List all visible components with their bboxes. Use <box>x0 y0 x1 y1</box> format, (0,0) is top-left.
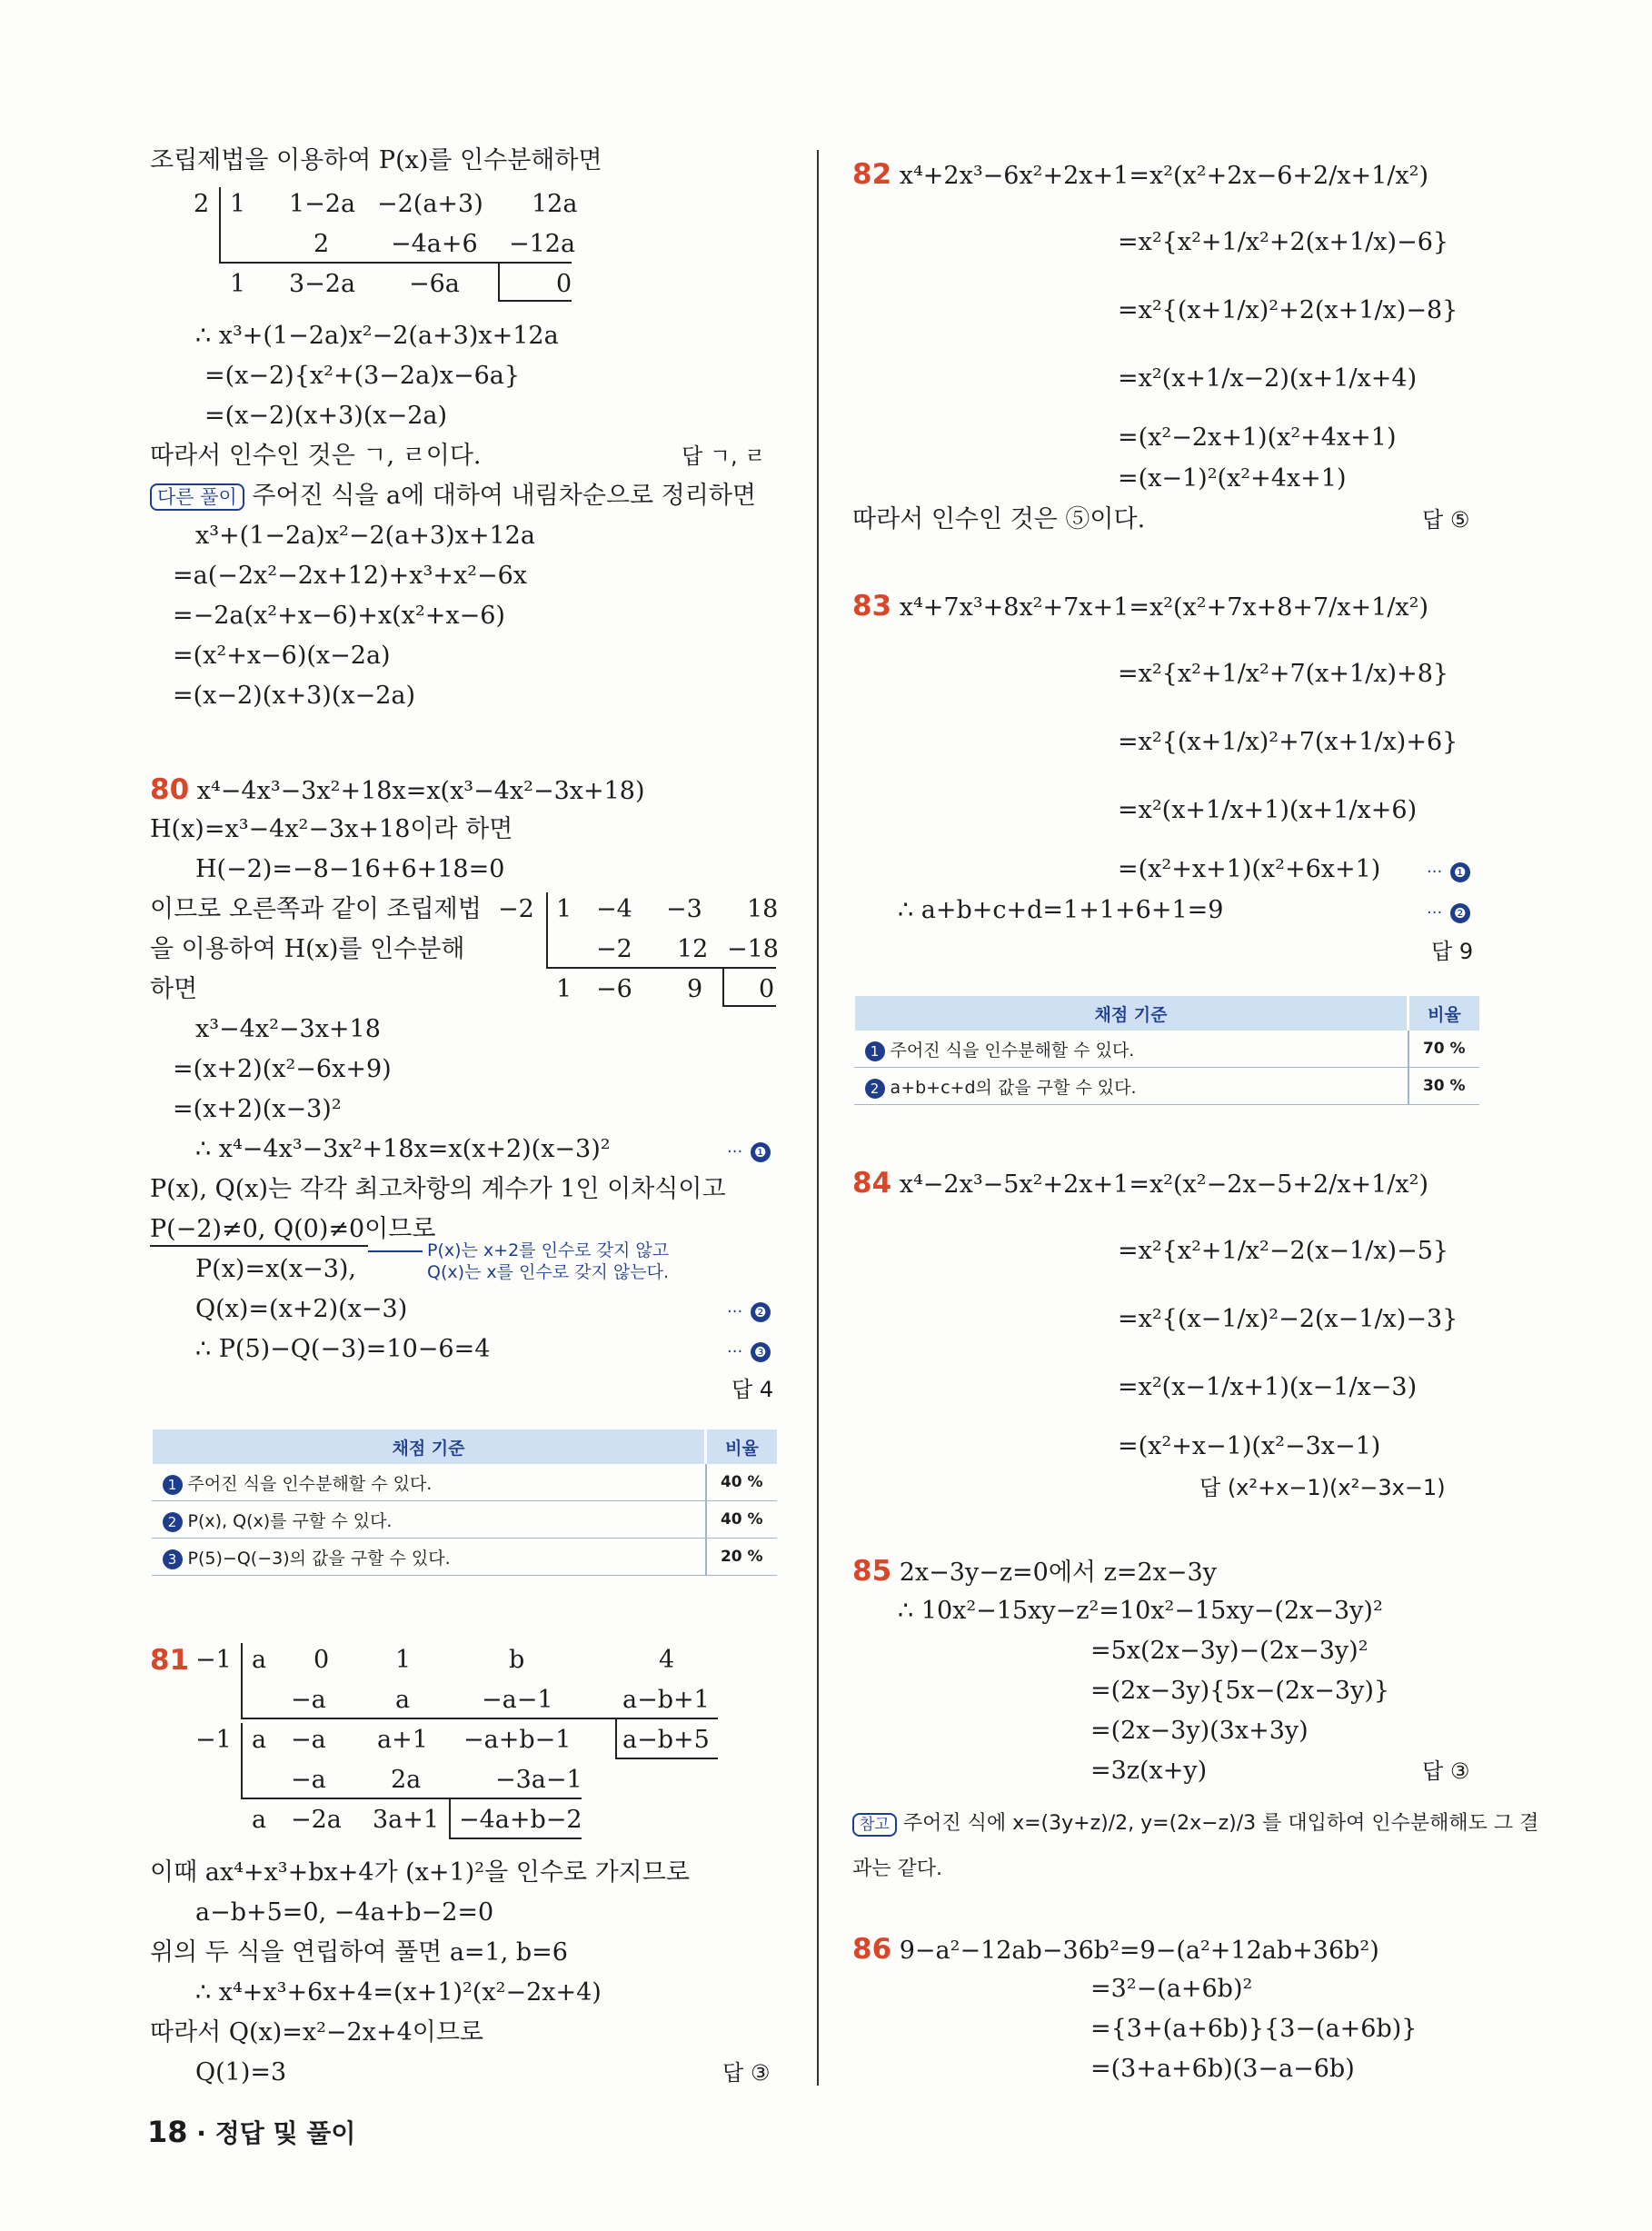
problem-84-header <box>852 1168 1428 1200</box>
text-line: 조립제법을 이용하여 P(x)를 인수분해하면 <box>150 146 602 174</box>
problem-86-header <box>852 1934 1379 1967</box>
math-line: =(x−2){x²+(3−2a)x−6a} <box>204 362 521 390</box>
answer-82: 답 ⑤ <box>1422 507 1470 533</box>
math-line: ∴ x³+(1−2a)x²−2(a+3)x+12a <box>195 322 559 350</box>
syn-cell: 12a <box>532 190 578 218</box>
reference-tag: 참고 <box>852 1813 897 1837</box>
math-line: ∴ x⁴+x³+6x+4=(x+1)²(x²−2x+4) <box>195 1978 602 2007</box>
syn-cell: −2(a+3) <box>377 190 483 218</box>
step-marker-3: ··· ❸ <box>727 1334 771 1368</box>
answer-83: 답 9 <box>1431 939 1474 964</box>
math-line: a−b+5=0, −4a+b−2=0 <box>195 1898 494 1927</box>
syn-cell: 1 <box>230 270 246 298</box>
math-line: =(x−1)²(x²+4x+1) <box>1118 464 1347 493</box>
math-line: =x²{(x+1/x)²+7(x+1/x)+6} <box>1118 728 1458 756</box>
math-line: =−2a(x²+x−6)+x(x²+x−6) <box>173 602 505 630</box>
math-line: H(x)=x³−4x²−3x+18이라 하면 <box>150 815 513 843</box>
syn-cell: −3 <box>666 895 702 923</box>
syn-cell: −6a <box>409 270 460 298</box>
problem-number: 80 <box>150 773 190 806</box>
step-marker-1: ··· ❶ <box>1427 854 1470 888</box>
alt-solution-line <box>150 481 756 512</box>
math-line: ∴ P(5)−Q(−3)=10−6=4 <box>195 1335 491 1363</box>
math-line: =x²(x+1/x+1)(x+1/x+6) <box>1118 796 1418 824</box>
math-line: =(3+a+6b)(3−a−6b) <box>1090 2055 1355 2083</box>
math-line: x³−4x²−3x+18 <box>195 1015 381 1043</box>
math: x⁴+7x³+8x²+7x+1=x²(x²+7x+8+7/x+1/x²) <box>899 593 1429 622</box>
syn-cell: 18 <box>747 895 779 923</box>
footer-label: · 정답 및 풀이 <box>196 2118 356 2148</box>
math-line: =(x−2)(x+3)(x−2a) <box>173 682 416 710</box>
grading-table-83: 채점 기준 비율 1 주어진 식을 인수분해할 수 있다. 70 % 2 a+b+c+d의 값을 구할 수 있다. 30 % <box>852 996 1479 1105</box>
math: 2x−3y−z=0에서 z=2x−3y <box>899 1559 1217 1587</box>
problem-number: 84 <box>852 1167 892 1200</box>
math-line: ∴ 10x²−15xy−z²=10x²−15xy−(2x−3y)² <box>898 1597 1383 1625</box>
math-line: =3²−(a+6b)² <box>1090 1975 1253 2003</box>
text-line: 과는 같다. <box>852 1858 942 1880</box>
problem-82-header <box>852 159 1428 192</box>
math-line: =(x+2)(x²−6x+9) <box>173 1055 392 1083</box>
page-footer <box>147 2114 355 2150</box>
answer-80: 답 4 <box>731 1377 774 1402</box>
math-line: =(x−2)(x+3)(x−2a) <box>204 402 448 430</box>
problem-number: 86 <box>852 1933 892 1966</box>
problem-number: 85 <box>852 1555 892 1588</box>
math: x⁴−4x³−3x²+18x=x(x³−4x²−3x+18) <box>196 777 645 805</box>
math-line: P(x)=x(x−3), <box>195 1255 356 1283</box>
step-marker-1: ··· ❶ <box>727 1134 771 1168</box>
syn-cell: 2 <box>313 230 330 258</box>
syn-cell: −4 <box>596 895 632 923</box>
math-line: x³+(1−2a)x²−2(a+3)x+12a <box>195 522 535 550</box>
problem-number: 82 <box>852 158 892 191</box>
math: x⁴−2x³−5x²+2x+1=x²(x²−2x−5+2/x+1/x²) <box>899 1170 1429 1199</box>
syn-cell: 1−2a <box>289 190 356 218</box>
answer-84: 답 (x²+x−1)(x²−3x−1) <box>1199 1475 1446 1500</box>
syn-cell: −2 <box>498 895 534 923</box>
reference-note <box>852 1808 1538 1839</box>
text-line: 위의 두 식을 연립하여 풀면 a=1, b=6 <box>150 1938 568 1967</box>
answer-79: 답 ㄱ, ㄹ <box>682 443 766 469</box>
syn-cell: −2 <box>596 935 632 963</box>
problem-83-header <box>852 591 1428 623</box>
answer-81: 답 ③ <box>722 2060 771 2086</box>
math-line: ∴ a+b+c+d=1+1+6+1=9 <box>898 896 1224 924</box>
math-line: =x²(x−1/x+1)(x−1/x−3) <box>1118 1373 1418 1401</box>
math-line: =(x²−2x+1)(x²+4x+1) <box>1118 423 1397 452</box>
syn-cell: 2 <box>194 190 210 218</box>
syn-cell: 3−2a <box>289 270 356 298</box>
text: 주어진 식을 a에 대하여 내림차순으로 정리하면 <box>252 482 756 510</box>
math: 9−a²−12ab−36b²=9−(a²+12ab+36b²) <box>899 1937 1379 1965</box>
side-note: P(x)는 x+2를 인수로 갖지 않고 <box>427 1240 670 1260</box>
syn-cell: 1 <box>556 975 572 1003</box>
syn-cell: 1 <box>556 895 572 923</box>
math-line: =x²{x²+1/x²−2(x−1/x)−5} <box>1118 1237 1449 1265</box>
math-line: =x²{(x−1/x)²−2(x−1/x)−3} <box>1118 1305 1458 1333</box>
side-note: Q(x)는 x를 인수로 갖지 않는다. <box>427 1262 670 1282</box>
math-line: =x²{x²+1/x²+2(x+1/x)−6} <box>1118 228 1449 256</box>
math-line: Q(x)=(x+2)(x−3) <box>195 1295 408 1323</box>
math-line: =x²(x+1/x−2)(x+1/x+4) <box>1118 364 1418 393</box>
math-line: =x²{(x+1/x)²+2(x+1/x)−8} <box>1118 296 1458 324</box>
text: 주어진 식에 x=(3y+z)/2, y=(2x−z)/3 를 대입하여 인수분해해도 그 결 <box>902 1812 1539 1835</box>
problem-80-header <box>150 774 645 807</box>
syn-cell: 12 <box>677 935 709 963</box>
math-line: ∴ x⁴−4x³−3x²+18x=x(x+2)(x−3)² <box>195 1135 611 1163</box>
text-line: P(x), Q(x)는 각각 최고차항의 계수가 1인 이차식이고 <box>150 1175 726 1203</box>
syn-cell: −12a <box>509 230 576 258</box>
syn-cell: −6 <box>596 975 632 1003</box>
math-line: H(−2)=−8−16+6+18=0 <box>195 855 505 883</box>
step-marker-2: ··· ❷ <box>1427 895 1470 929</box>
column-divider <box>817 150 819 2086</box>
text-line: 따라서 인수인 것은 ⑤이다. <box>852 505 1146 533</box>
problem-number: 83 <box>852 590 892 622</box>
math-line: =(2x−3y)(3x+3y) <box>1090 1717 1309 1745</box>
syn-cell: −4a+6 <box>391 230 478 258</box>
alt-solution-tag: 다른 풀이 <box>150 483 244 511</box>
problem-number: 81 <box>150 1644 190 1677</box>
text-line: 하면 <box>150 975 198 1003</box>
math-line: ={3+(a+6b)}{3−(a+6b)} <box>1090 2015 1418 2043</box>
math-line: Q(1)=3 <box>195 2058 287 2087</box>
syn-cell: −18 <box>727 935 779 963</box>
text-line: 따라서 인수인 것은 ㄱ, ㄹ이다. <box>150 442 482 470</box>
text-line: 이때 ax⁴+x³+bx+4가 (x+1)²을 인수로 가지므로 <box>150 1858 690 1887</box>
math-line: =a(−2x²−2x+12)+x³+x²−6x <box>173 562 528 590</box>
text-line: 따라서 Q(x)=x²−2x+4이므로 <box>150 2018 484 2047</box>
math-line: =(x²+x+1)(x²+6x+1) <box>1118 855 1381 883</box>
grading-table-80: 채점 기준 비율 1 주어진 식을 인수분해할 수 있다. 40 % 2 P(x), Q(x)를 구할 수 있다. 40 % 3 P(5)−Q(−3)의 값을 구할 수 있다. 20 % <box>150 1429 777 1576</box>
math-line: =(2x−3y){5x−(2x−3y)} <box>1090 1677 1390 1705</box>
math-line: =5x(2x−3y)−(2x−3y)² <box>1090 1637 1368 1665</box>
math-line: =(x²+x−1)(x²−3x−1) <box>1118 1432 1381 1460</box>
syn-cell: 1 <box>230 190 246 218</box>
math-line: =(x²+x−6)(x−2a) <box>173 642 391 670</box>
text-line: P(−2)≠0, Q(0)≠0이므로 <box>150 1215 436 1243</box>
math-line: =x²{x²+1/x²+7(x+1/x)+8} <box>1118 660 1449 688</box>
math-line: =(x+2)(x−3)² <box>173 1095 342 1123</box>
page-number: 18 <box>147 2115 188 2149</box>
text-line: 이므로 오른쪽과 같이 조립제법 <box>150 895 482 923</box>
text-line: 을 이용하여 H(x)를 인수분해 <box>150 935 465 963</box>
syn-cell: 0 <box>556 270 572 298</box>
answer-85: 답 ③ <box>1422 1758 1470 1784</box>
step-marker-2: ··· ❷ <box>727 1294 771 1328</box>
problem-85-header <box>852 1556 1217 1589</box>
math: x⁴+2x³−6x²+2x+1=x²(x²+2x−6+2/x+1/x²) <box>899 162 1429 190</box>
syn-cell: 0 <box>759 975 775 1003</box>
syn-cell: 9 <box>687 975 703 1003</box>
math-line: =3z(x+y) <box>1090 1757 1208 1785</box>
